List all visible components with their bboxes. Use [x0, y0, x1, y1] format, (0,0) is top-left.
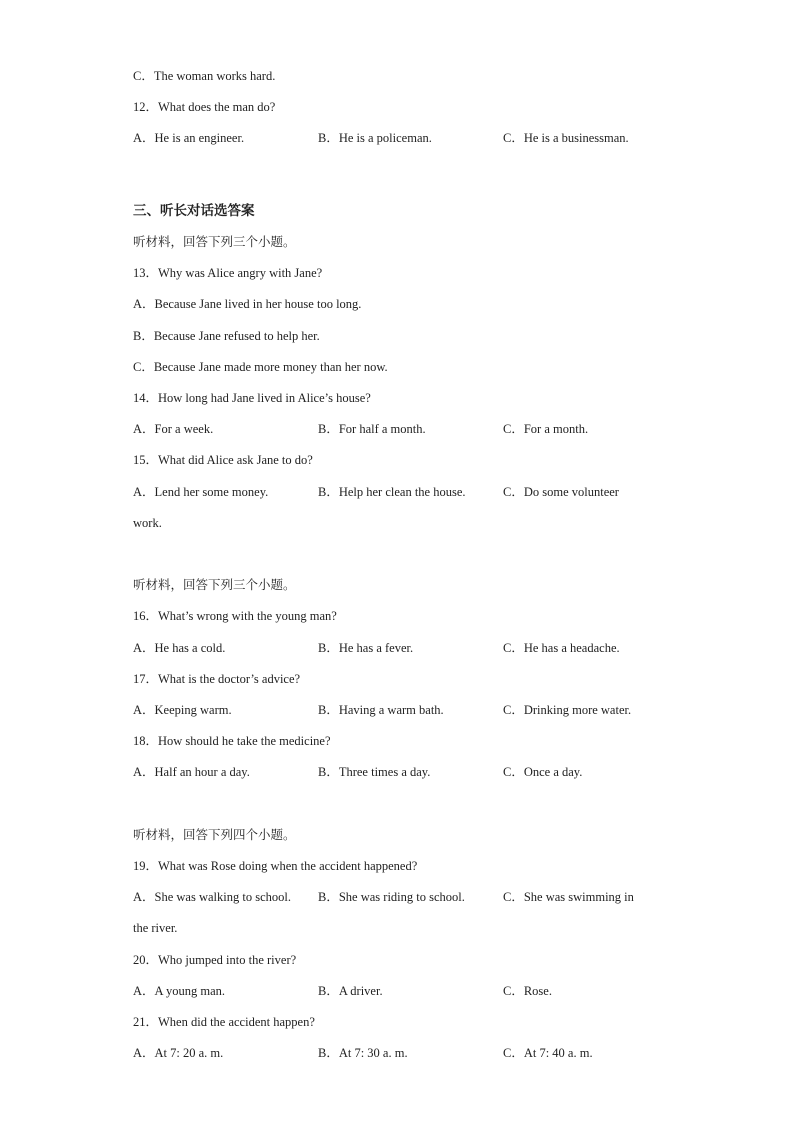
- option-17c: C．Drinking more water.: [503, 703, 632, 717]
- option-17a: A．Keeping warm.: [133, 703, 232, 717]
- option-16c: C．He has a headache.: [503, 641, 620, 655]
- question-18: 18．How should he take the medicine?: [133, 734, 331, 748]
- option-13a: A．Because Jane lived in her house too long.: [133, 297, 362, 311]
- option-16b: B．He has a fever.: [318, 641, 414, 655]
- instruction-3: 听材料，回答下列四个小题。: [133, 827, 296, 842]
- question-13: 13．Why was Alice angry with Jane?: [133, 266, 323, 280]
- option-12a: A．He is an engineer.: [133, 131, 245, 145]
- option-15a: A．Lend her some money.: [133, 485, 269, 499]
- option-21c: C．At 7: 40 a. m.: [503, 1046, 593, 1060]
- option-12c: C．He is a businessman.: [503, 131, 629, 145]
- option-12b: B．He is a policeman.: [318, 131, 432, 145]
- option-15b: B．Help her clean the house.: [318, 485, 466, 499]
- option-19c-continued: the river.: [133, 921, 178, 935]
- question-21: 21．When did the accident happen?: [133, 1015, 315, 1029]
- option-15c-continued: work.: [133, 516, 162, 530]
- question-19: 19．What was Rose doing when the accident happened?: [133, 859, 418, 873]
- option-20c: C．Rose.: [503, 984, 552, 998]
- option-19c: C．She was swimming in: [503, 890, 634, 904]
- option-20b: B．A driver.: [318, 984, 383, 998]
- option-16a: A．He has a cold.: [133, 641, 226, 655]
- option-14c: C．For a month.: [503, 422, 589, 436]
- option-18c: C．Once a day.: [503, 765, 583, 779]
- option-14a: A．For a week.: [133, 422, 214, 436]
- question-15: 15．What did Alice ask Jane to do?: [133, 453, 313, 467]
- question-12: 12．What does the man do?: [133, 100, 276, 114]
- question-16: 16．What’s wrong with the young man?: [133, 609, 337, 623]
- option-14b: B．For half a month.: [318, 422, 426, 436]
- option-19b: B．She was riding to school.: [318, 890, 465, 904]
- option-11c: C．The woman works hard.: [133, 69, 276, 83]
- option-15c: C．Do some volunteer: [503, 485, 619, 499]
- instruction-1: 听材料，回答下列三个小题。: [133, 234, 296, 249]
- question-14: 14．How long had Jane lived in Alice’s house?: [133, 391, 371, 405]
- option-19a: A．She was walking to school.: [133, 890, 291, 904]
- option-13b: B．Because Jane refused to help her.: [133, 329, 320, 343]
- question-17: 17．What is the doctor’s advice?: [133, 672, 301, 686]
- instruction-2: 听材料，回答下列三个小题。: [133, 577, 296, 592]
- option-21b: B．At 7: 30 a. m.: [318, 1046, 408, 1060]
- question-20: 20．Who jumped into the river?: [133, 953, 297, 967]
- option-18b: B．Three times a day.: [318, 765, 431, 779]
- option-17b: B．Having a warm bath.: [318, 703, 444, 717]
- option-21a: A．At 7: 20 a. m.: [133, 1046, 224, 1060]
- section-heading: 三、听长对话选答案: [133, 203, 255, 219]
- option-13c: C．Because Jane made more money than her now.: [133, 360, 388, 374]
- option-20a: A．A young man.: [133, 984, 226, 998]
- option-18a: A．Half an hour a day.: [133, 765, 250, 779]
